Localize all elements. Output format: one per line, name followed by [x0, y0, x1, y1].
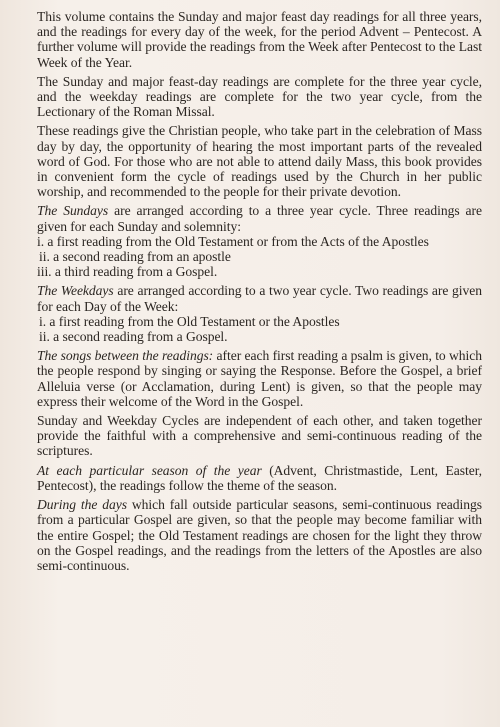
days-heading-text: During the days	[37, 497, 127, 513]
weekdays-heading	[37, 283, 114, 298]
weekday-readings-list	[37, 314, 482, 344]
songs-text: after each first reading a psalm is given, to which the people respond by singing or saying the Response. Before the Gospel, a brief Alleluia verse (or Acclamation, during Lent) is given, so that the people may express their welcome of the Word in the Gospel.	[37, 348, 482, 409]
list-item: i. a first reading from the Old Testament or the Apostles	[39, 313, 340, 329]
cycle-paragraph: The Sunday and major feast-day readings are complete for the three year cycle, and the weekday readings are complete for the two year cycle, from the Lectionary of the Roman Missal.	[37, 73, 482, 120]
days-paragraph	[37, 497, 482, 573]
weekdays-text: are arranged according to a two year cycle. Two readings are given for each Day of the Week:	[37, 283, 482, 314]
weekdays-section	[37, 283, 482, 344]
weekdays-heading-text: The Weekdays	[37, 283, 114, 299]
intro-paragraph: This volume contains the Sunday and major feast day readings for all three years, and the readings for every day of the week, for the period Advent – Pentecost. A further volume will provide the readings from the Week after Pentecost to the Last Week of the Year.	[37, 9, 482, 70]
list-item: iii. a third reading from a Gospel.	[37, 264, 218, 280]
sundays-heading-text: The Sundays	[37, 203, 109, 219]
songs-paragraph	[37, 348, 482, 409]
sundays-heading	[37, 203, 108, 218]
songs-heading-text: The songs between the readings:	[37, 348, 214, 364]
cycles-paragraph: Sunday and Weekday Cycles are independent of each other, and taken together provide the faithful with a comprehensive and semi-continuous reading of the scriptures.	[37, 413, 482, 459]
days-text: which fall outside particular seasons, semi-continuous readings from a particular Gospel are given, so that the people may become familiar with the entire Gospel; the Old Testament readings are chosen for the light they throw on the Gospel readings, and the readings from the letters of the Apostles are also semi-continuous.	[37, 497, 482, 573]
sundays-text: are arranged according to a three year cycle. Three readings are given for each Sunday and solemnity:	[37, 203, 482, 234]
season-text: (Advent, Christmastide, Lent, Easter, Pentecost), the readings follow the theme of the season.	[37, 462, 482, 493]
purpose-paragraph: These readings give the Christian people, who take part in the celebration of Mass day by day, the opportunity of hearing the most important parts of the revealed word of God. For those who are not able to attend daily Mass, this book provides in convenient form the cycle of readings used by the Church in her public worship, and recommended to the people for their private devotion.	[37, 123, 482, 200]
season-paragraph	[37, 463, 482, 493]
list-item: ii. a second reading from a Gospel.	[39, 329, 228, 345]
sunday-readings-list	[37, 234, 482, 280]
list-item: i. a first reading from the Old Testament or from the Acts of the Apostles	[37, 233, 429, 249]
season-heading-text: At each particular season of the year	[37, 462, 262, 478]
list-item: ii. a second reading from an apostle	[39, 249, 231, 265]
sundays-section	[37, 203, 482, 279]
